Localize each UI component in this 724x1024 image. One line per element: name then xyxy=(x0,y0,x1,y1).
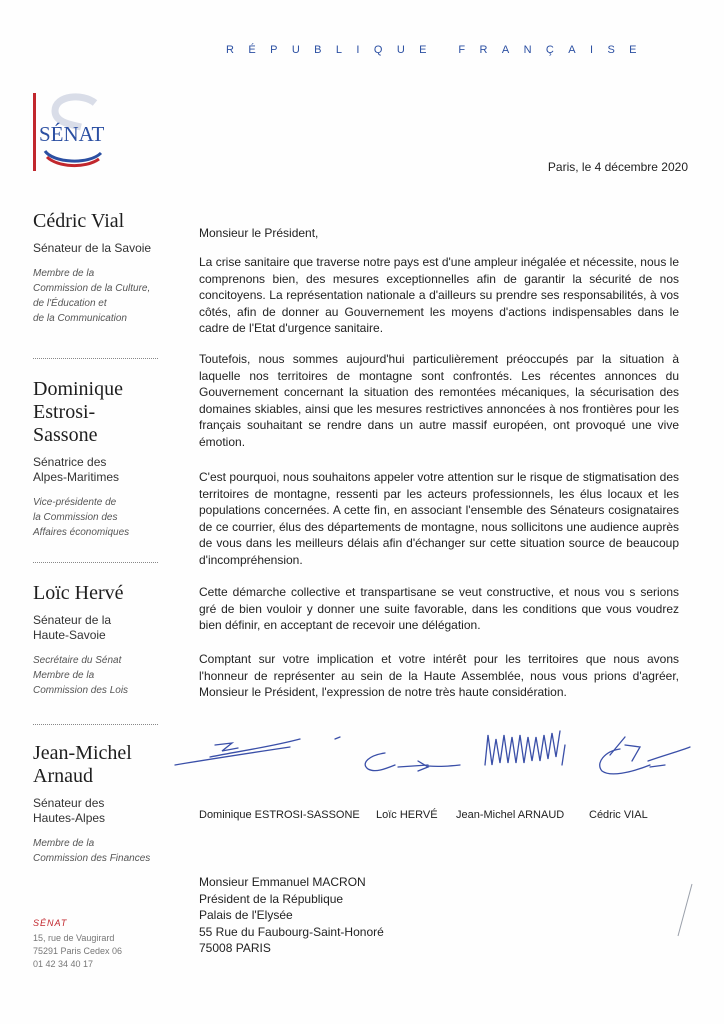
senator-name: Jean-Michel Arnaud xyxy=(33,742,132,787)
separator xyxy=(33,724,158,725)
addressee-line: Palais de l'Elysée xyxy=(199,908,293,922)
role-line: la Commission des xyxy=(33,512,118,523)
role-line: Commission des Finances xyxy=(33,853,151,864)
senator-title: Sénateur de la Haute-Savoie xyxy=(33,613,112,642)
role-line: Membre de la xyxy=(33,838,95,849)
senator-jean-michel-arnaud xyxy=(33,742,163,866)
addressee-line: Monsieur Emmanuel MACRON xyxy=(199,875,366,889)
footer-senat-label: SÉNAT xyxy=(33,918,68,928)
senat-footer-address xyxy=(33,918,163,971)
role-line: Vice-présidente de xyxy=(33,497,117,508)
signer-name: Jean-Michel ARNAUD xyxy=(456,809,565,821)
senat-logo xyxy=(33,93,121,171)
letter-paragraph: Cette démarche collective et transpartisane se veut constructive, et nous vou s serions gré de bien vouloir y donner une suite favorable, dans les conditions que vous voudrez bien définir, en acceptant de recevoir une délégation. xyxy=(199,585,679,632)
signatures-area xyxy=(170,725,710,800)
senator-role xyxy=(33,495,163,540)
senator-name: Dominique Estrosi-Sassone xyxy=(33,378,123,446)
senator-title: Sénateur des Hautes-Alpes xyxy=(33,796,106,825)
senator-dominique-estrosi-sassone xyxy=(33,378,163,540)
republique-francaise-header: RÉPUBLIQUE FRANÇAISE xyxy=(226,44,651,56)
role-line: de l'Éducation et xyxy=(33,298,107,309)
role-line: Secrétaire du Sénat xyxy=(33,655,122,666)
letter-salutation: Monsieur le Président, xyxy=(199,226,319,240)
footer-city: 75291 Paris Cedex 06 xyxy=(33,946,123,956)
role-line: Membre de la xyxy=(33,670,95,681)
role-line: Membre de la xyxy=(33,268,95,279)
letter-paragraph: Comptant sur votre implication et votre intérêt pour les territoires que nous avons l'honneur de représenter au sein de la Haute Assemblée, nous vous prions d'agréer, Monsieur le Président, l'expression de notre très haute considération. xyxy=(199,652,679,699)
letter-date: Paris, le 4 décembre 2020 xyxy=(547,160,688,174)
senat-logo-text: SÉNAT xyxy=(39,122,105,146)
senator-role xyxy=(33,836,163,866)
addressee-line: 75008 PARIS xyxy=(199,941,271,955)
senator-loic-herve xyxy=(33,582,163,698)
separator xyxy=(33,562,158,563)
letter-paragraph: C'est pourquoi, nous souhaitons appeler votre attention sur le risque de stigmatisation des territoires de montagne, ressenti par les acteurs professionnels, les élus locaux et les populations concernées. A cette fin, en associant l'ensemble des Sénateurs cosignataires de ce courrier, élus des départements de montagne, nous sollicitons une audience auprès de vous dans les meilleurs délais afin d'échanger sur cette situation source de beaucoup d'incompréhension. xyxy=(199,470,679,567)
signer-name: Loïc HERVÉ xyxy=(376,809,438,821)
role-line: de la Communication xyxy=(33,313,127,324)
footer-phone: 01 42 34 40 17 xyxy=(33,959,94,969)
senator-title: Sénateur de la Savoie xyxy=(33,241,152,255)
senator-title: Sénatrice des Alpes-Maritimes xyxy=(33,455,120,484)
letter-paragraph: La crise sanitaire que traverse notre pays est d'une ampleur inégalée et nécessite, nous le comprenons bien, des mesures exceptionnelles afin de garantir la sécurité de nos concitoyens. La représentation nationale a d'ailleurs su prendre ses responsabilités, à vos côtés, afin de donner au Gouvernement les moyens d'actions indispensables dans le cadre de l'Etat d'urgence sanitaire. xyxy=(199,255,679,335)
signer-name: Dominique ESTROSI-SASSONE xyxy=(199,809,360,821)
separator xyxy=(33,358,158,359)
signer-name: Cédric VIAL xyxy=(589,809,648,821)
senator-role xyxy=(33,653,163,698)
role-line: Commission des Lois xyxy=(33,685,129,696)
senator-cedric-vial xyxy=(33,210,163,326)
pen-stroke-mark xyxy=(670,880,700,940)
addressee-line: Président de la République xyxy=(199,891,344,906)
senat-logo-graphic xyxy=(33,93,121,171)
role-line: Affaires économiques xyxy=(33,527,130,538)
footer-street: 15, rue de Vaugirard xyxy=(33,933,115,943)
handwritten-signatures xyxy=(170,725,710,800)
addressee-line: 55 Rue du Faubourg-Saint-Honoré xyxy=(199,924,384,939)
letter-paragraph: Toutefois, nous sommes aujourd'hui particulièrement préoccupés par la situation à laquelle nos territoires de montagne sont confrontés. Les récentes annonces du Gouvernement concernant la situation des remontées mécaniques, la sécurisation des domaines skiables, ainsi que les mesures restrictives annoncées à nos frontières pour les français souhaitant se rendre dans un autre massif européen, ont provoqué une vive émotion. xyxy=(199,352,679,449)
role-line: Commission de la Culture, xyxy=(33,283,151,294)
senator-name: Loïc Hervé xyxy=(33,582,124,604)
addressee-block xyxy=(199,874,459,957)
senator-name: Cédric Vial xyxy=(33,210,125,232)
senator-role xyxy=(33,266,163,326)
